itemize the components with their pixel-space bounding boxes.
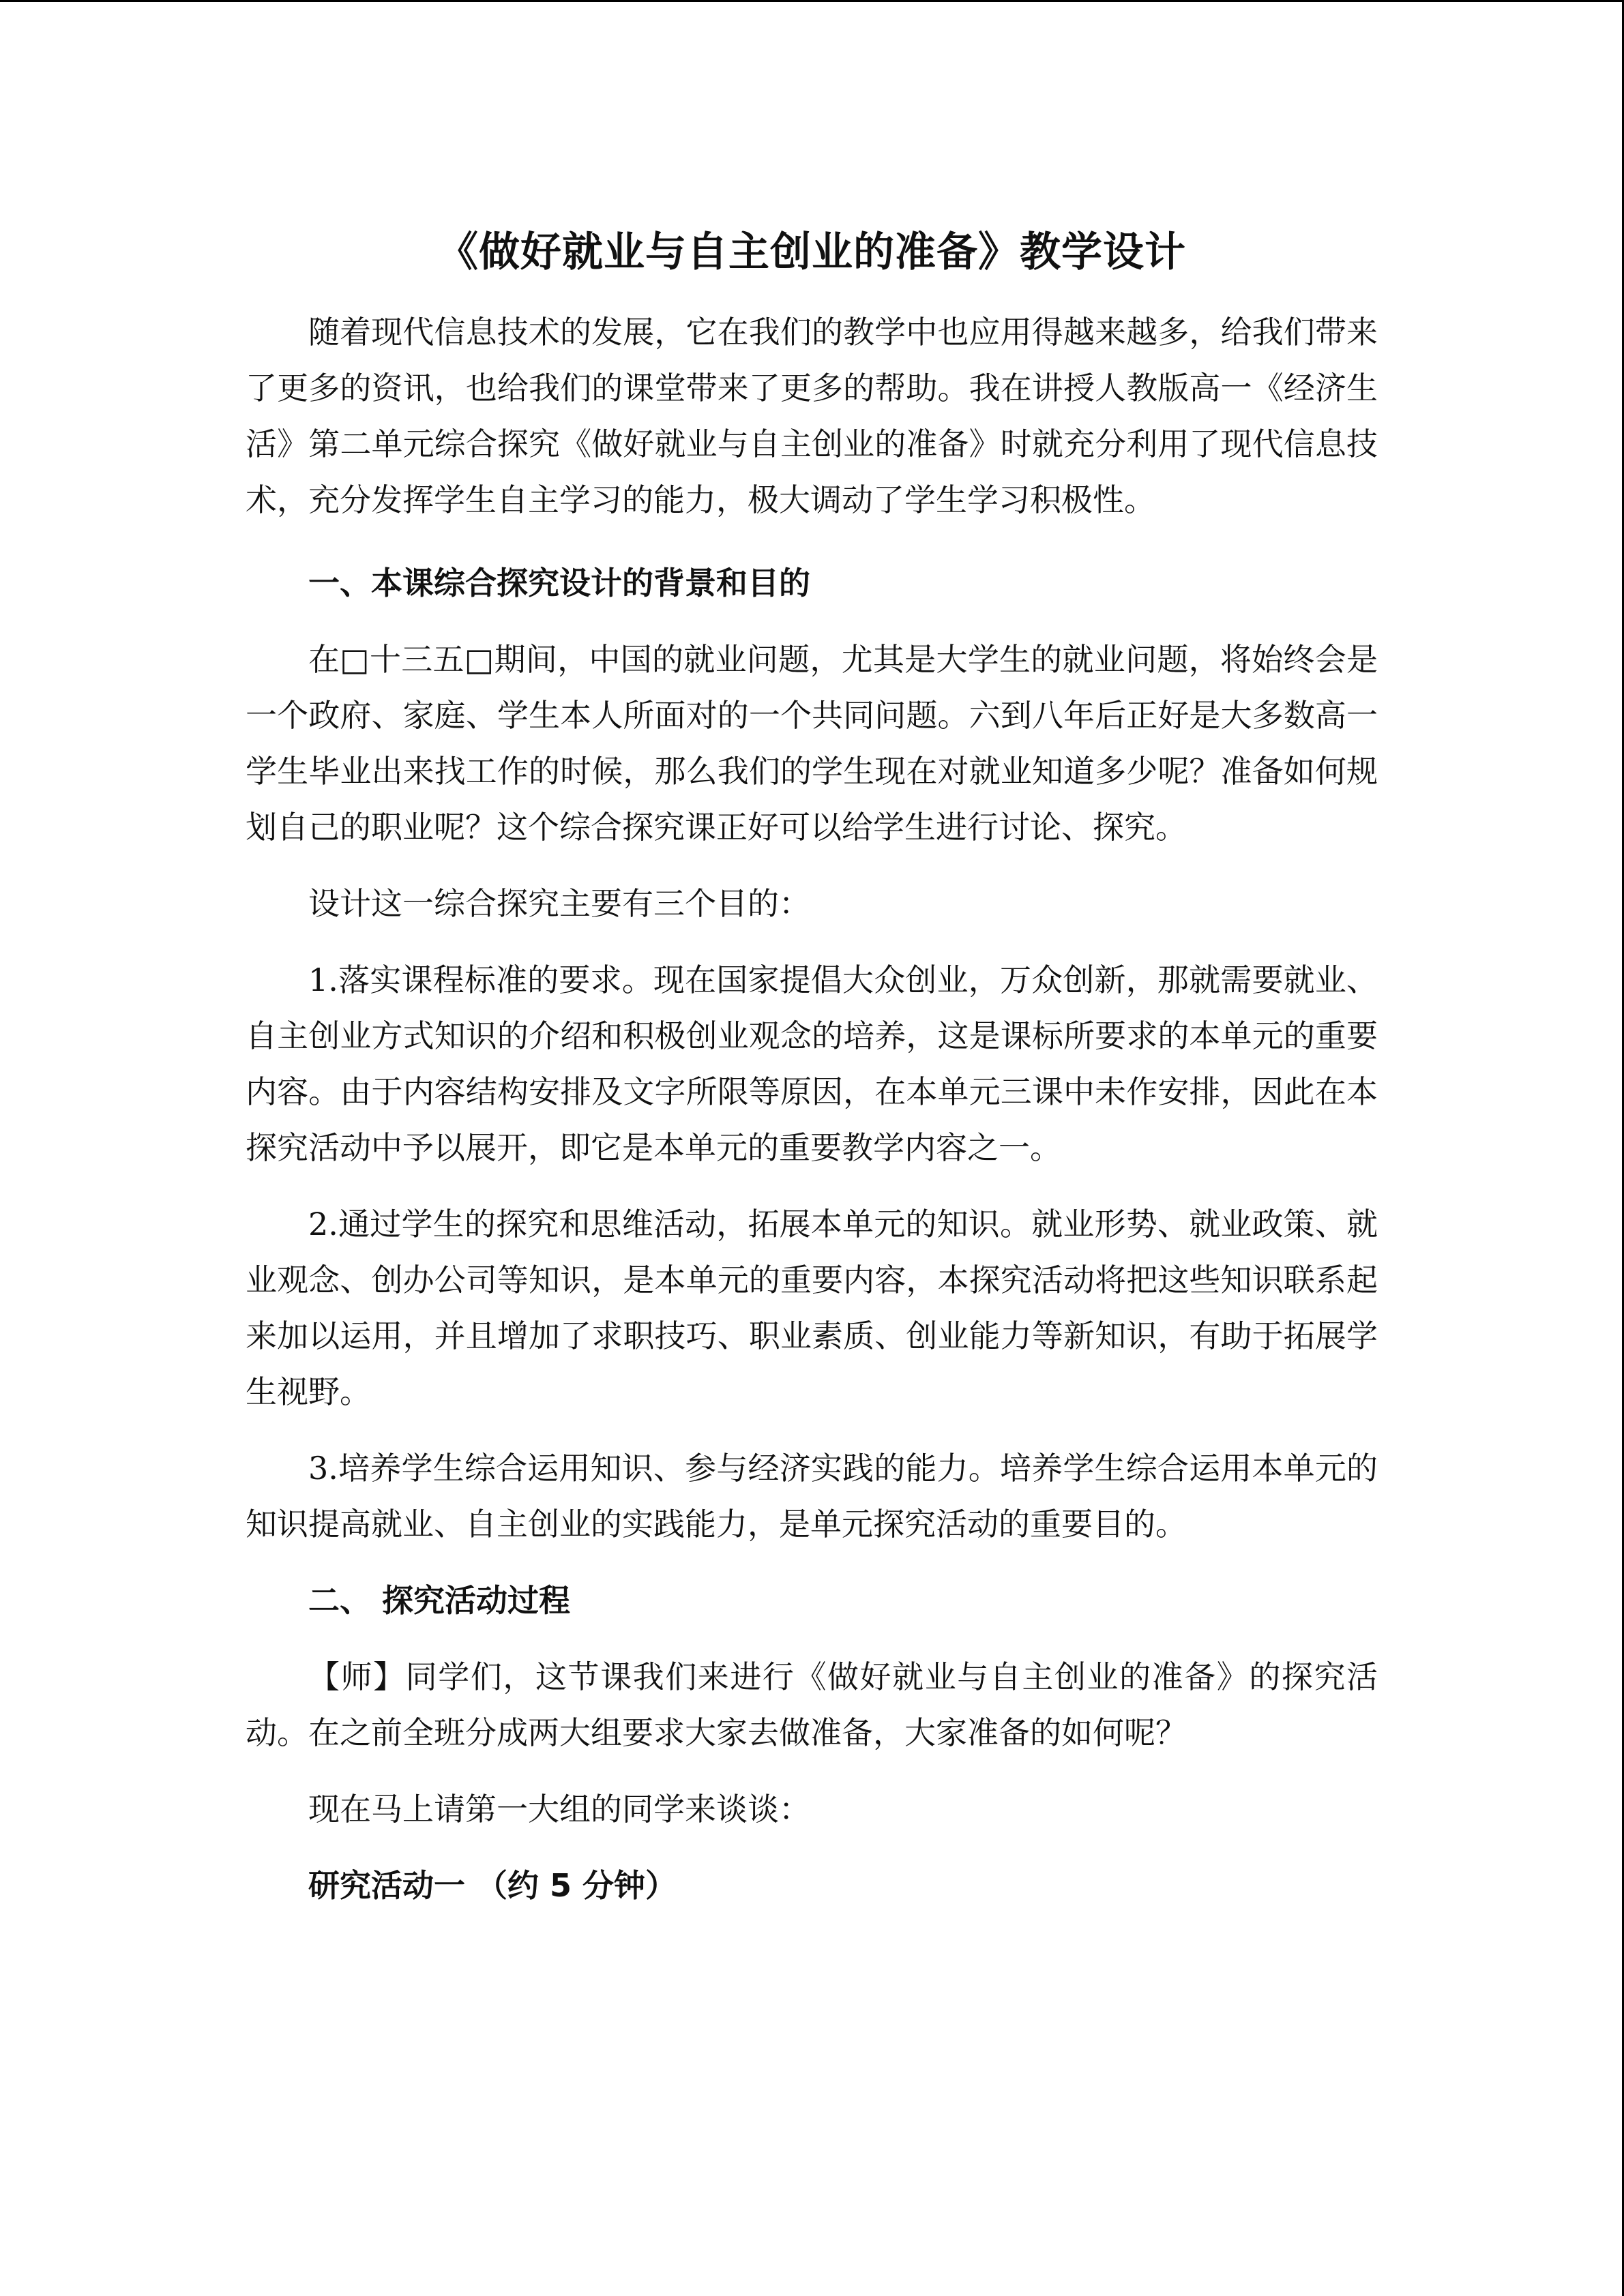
goal-item-2: 2.通过学生的探究和思维活动，拓展本单元的知识。就业形势、就业政策、就业观念、创办公司等知识，是本单元的重要内容，本探究活动将把这些知识联系起来加以运用，并且增加了求职技巧、职业素质、创业能力等新知识，有助于拓展学生视野。 <box>246 1206 1378 1410</box>
page-border-top <box>0 0 1624 2</box>
document-title: 《做好就业与自主创业的准备》教学设计 <box>437 228 1186 276</box>
section1-paragraph-1: 在□十三五□期间，中国的就业问题，尤其是大学生的就业问题，将始终会是一个政府、家庭、学生本人所面对的一个共同问题。六到八年后正好是大多数高一学生毕业出来找工作的时候，那么我们的学生现在对就业知道多少呢？准备如何规划自己的职业呢？这个综合探究课正好可以给学生进行讨论、探究。 <box>246 641 1378 846</box>
goal-item-1: 1.落实课程标准的要求。现在国家提倡大众创业，万众创新，那就需要就业、自主创业方式知识的介绍和积极创业观念的培养，这是课标所要求的本单元的重要内容。由于内容结构安排及文字所限等原因，在本单元三课中未作安排，因此在本探究活动中予以展开，即它是本单元的重要教学内容之一。 <box>246 961 1378 1166</box>
section2-paragraph-2: 现在马上请第一大组的同学来谈谈： <box>308 1791 810 1828</box>
section-heading-1: 一、本课综合探究设计的背景和目的 <box>308 565 810 601</box>
section2-paragraph-1: 【师】同学们，这节课我们来进行《做好就业与自主创业的准备》的探究活动。在之前全班分成两大组要求大家去做准备，大家准备的如何呢？ <box>246 1658 1378 1751</box>
intro-paragraph: 随着现代信息技术的发展，它在我们的教学中也应用得越来越多，给我们带来了更多的资讯，也给我们的课堂带来了更多的帮助。我在讲授人教版高一《经济生活》第二单元综合探究《做好就业与自主创业的准备》时就充分利用了现代信息技术，充分发挥学生自主学习的能力，极大调动了学生学习积极性。 <box>246 314 1378 518</box>
goal-item-3: 3.培养学生综合运用知识、参与经济实践的能力。培养学生综合运用本单元的知识提高就业、自主创业的实践能力，是单元探究活动的重要目的。 <box>246 1450 1378 1542</box>
section1-paragraph-2: 设计这一综合探究主要有三个目的： <box>308 885 810 922</box>
document-body <box>246 218 1378 1913</box>
section-heading-2: 二、 探究活动过程 <box>308 1582 571 1619</box>
activity-heading-1: 研究活动一 （约 5 分钟） <box>308 1867 677 1904</box>
